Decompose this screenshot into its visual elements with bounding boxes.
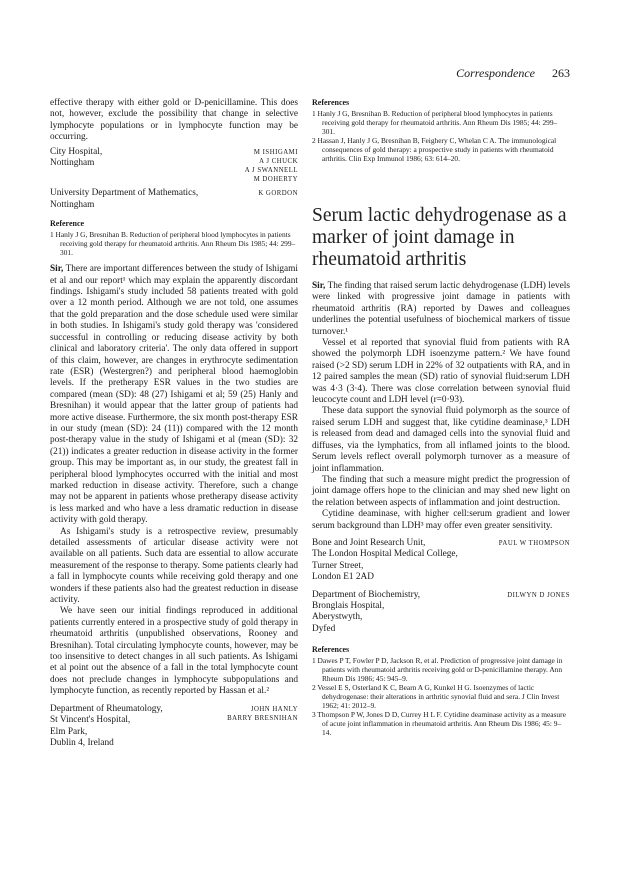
article-title: Serum lactic dehydrogenase as a marker of joint damage in rheumatoid arthritis bbox=[312, 205, 567, 270]
author-name: JOHN HANLY bbox=[250, 705, 298, 713]
letter-paragraph: Sir, The finding that raised serum lactic dehydrogenase (LDH) levels were linked with progressive joint damage in patients with rheumatoid arthritis (RA) reported by Dawes and colleagues underlines the potential usefulness of biochemical markers of tissue turnover.¹ bbox=[312, 281, 570, 337]
reference-heading: References bbox=[312, 98, 350, 107]
affil-line: Bronglais Hospital, bbox=[312, 600, 385, 611]
reference-list bbox=[50, 219, 298, 257]
affil-line: City Hospital, bbox=[50, 146, 103, 157]
affil-line: Dyfed bbox=[312, 623, 336, 634]
signature-block bbox=[50, 704, 298, 750]
affil-line: London E1 2AD bbox=[312, 572, 374, 583]
affil-line: Department of Rheumatology, bbox=[50, 703, 163, 714]
affil-line: The London Hospital Medical College, bbox=[312, 549, 458, 560]
author-name: PAUL W THOMPSON bbox=[498, 539, 570, 547]
affil-line: Department of Biochemistry, bbox=[312, 589, 421, 600]
affil-line: St Vincent's Hospital, bbox=[50, 715, 131, 726]
section-name: Correspondence bbox=[456, 66, 535, 80]
letter-paragraph: Cytidine deaminase, with higher cell:serum gradient and lower serum background than LDH³ may offer even greater sensitivity. bbox=[312, 509, 570, 531]
letter-paragraph: Sir, There are important differences between the study of Ishigami et al and our report¹ which may explain the apparently discordant findings. Ishigami's study included 58 patients treated with gold over a 12 month period. Although we are not told, one assumes that the gold preparation and the dose schedule used were similar in both studies. In Ishigami's study gold therapy was 'considered successful in controlling or reducing disease activity by both clinical and laboratory criteria'. The only data offered in support of this claim, however, are changes in erythrocyte sedimentation rate (ESR) (Westergren?) and peripheral blood haemoglobin levels. If the pretherapy ESR values in the two studies are compared (mean (SD): 48 (27) Ishigami et al; 59 (25) Hanly and Bresnihan) it would appear that the latter group of patients had more active disease. Furthermore, the six month post-therapy ESR in our study (mean (SD): 24 (11)) compared with the 12 month post-therapy value in the study of Ishigami et al (mean (SD): 32 (21)) indicates a greater reduction in disease activity in the former group. This may be important as, in our study, the greatest fall in peripheral blood lymphocytes occurred with the initial and most marked reduction in disease activity. Therefore, such a change may not be apparent in patients whose pretherapy disease activity is less marked and who have a less dramatic reduction in disease activity with gold therapy. bbox=[50, 264, 298, 526]
author-name: A J CHUCK bbox=[259, 157, 298, 165]
letter-paragraph: As Ishigami's study is a retrospective review, presumably detailed assessments of articular disease activity were not available on all patients. Such data are essential to allow accurate measurement of the response to therapy. Some patients clearly had a fall in lymphocyte counts while receiving gold therapy and one wonders if these patients also had the greatest reduction in disease activity. bbox=[50, 526, 298, 606]
running-header bbox=[456, 66, 570, 81]
reference-list bbox=[312, 645, 570, 737]
author-name: M ISHIGAMI bbox=[253, 148, 298, 156]
letter-paragraph: These data support the synovial fluid polymorph as the source of raised serum LDH and suggest that, like cytidine deaminase,³ LDH is released from dead and damaged cells into the synovial fluid and diffuses, via the lymphatics, from all inflamed joints to the blood. Serum levels reflect overall polymorph turnover as a measure of joint inflammation. bbox=[312, 406, 570, 474]
affil-line: Elm Park, bbox=[50, 726, 88, 737]
author-name: BARRY BRESNIHAN bbox=[227, 714, 298, 722]
author-name: K GORDON bbox=[258, 190, 298, 198]
reference-item: 1 Dawes P T, Fowler P D, Jackson R, et al. Prediction of progressive joint damage in patients with rheumatoid arthritis receiving gold or D-penicillamine therapy. Ann Rheum Dis 1986; 45: 945–9. bbox=[312, 656, 563, 684]
author-name: DILWYN D JONES bbox=[507, 591, 570, 599]
affil-line: University Department of Mathematics, bbox=[50, 188, 199, 199]
reference-list bbox=[312, 98, 570, 163]
salutation: Sir, bbox=[50, 264, 64, 275]
affil-line: Nottingham bbox=[50, 158, 95, 169]
author-name: A J SWANNELL bbox=[244, 167, 298, 175]
signature-block bbox=[312, 590, 570, 636]
page-number: 263 bbox=[552, 66, 570, 80]
signature-block bbox=[50, 147, 298, 185]
affil-line: Turner Street, bbox=[312, 560, 364, 571]
reference-item: 2 Vessel E S, Osterland K C, Bearn A G, Kunkel H G. Isoenzymes of lactic dehydrogenase: their alterations in arthritic synovial fluid and sera. J Clin Invest 1962; 41: 2012–9. bbox=[312, 683, 560, 711]
letter-paragraph: The finding that such a measure might predict the progression of joint damage offers hope to the clinician and may shed new light on the relation between aspects of inflammation and joint destruction. bbox=[312, 474, 570, 508]
reference-heading: Reference bbox=[50, 219, 85, 229]
author-name: M DOHERTY bbox=[253, 176, 298, 184]
letter-paragraph: We have seen our initial findings reproduced in additional patients currently entered in a prospective study of gold therapy in rheumatoid arthritis (unpublished observations, Rooney and Bresnihan). Total circulating lymphocyte counts, however, may be too insensitive to detect changes in all such patients. As Ishigami et al point out the absence of a fall in the total lymphocyte count does not preclude changes in lymphocyte subpopulations and lymphocyte function, as recently reported by Hassan et al.² bbox=[50, 606, 298, 697]
letter-paragraph: Vessel et al reported that synovial fluid from patients with RA showed the polymorph LDH isoenzyme pattern.² We have found raised (>2 SD) serum LDH in 22% of 32 outpatients with RA, and in 12 paired samples the mean (SD) ratio of synovial fluid:serum LDH was 4·3 (3·4). There was close correlation between synovial fluid leucocyte count and LDH level (r=0·93). bbox=[312, 338, 570, 406]
affil-line: Aberystwyth, bbox=[312, 612, 363, 623]
reference-item: 2 Hassan J, Hanly J G, Bresnihan B, Feighery C, Whelan C A. The immunological consequences of gold therapy: a prospective study in patients with rheumatoid arthritis. Clin Exp Immunol 1986; 63: 614–20. bbox=[312, 136, 557, 163]
affil-line: Dublin 4, Ireland bbox=[50, 737, 114, 748]
signature-block bbox=[50, 188, 298, 211]
reference-item: 1 Hanly J G, Bresnihan B. Reduction of peripheral blood lymphocytes in patients receiving gold therapy for rheumatoid arthritis. Ann Rheum Dis 1985; 44: 299–301. bbox=[50, 230, 296, 258]
left-column bbox=[50, 98, 298, 749]
continued-text: effective therapy with either gold or D-penicillamine. This does not, however, exclude the possibility that change in selective lymphocyte populations or in lymphocyte function may be occurring. bbox=[50, 98, 298, 143]
salutation: Sir, bbox=[312, 281, 326, 291]
affil-line: Bone and Joint Research Unit, bbox=[312, 537, 426, 548]
reference-heading: References bbox=[312, 645, 350, 655]
right-column bbox=[312, 98, 570, 737]
signature-block bbox=[312, 538, 570, 584]
affil-line: Nottingham bbox=[50, 199, 95, 210]
reference-item: 1 Hanly J G, Bresnihan B. Reduction of peripheral blood lymphocytes in patients receiving gold therapy for rheumatoid arthritis. Ann Rheum Dis 1985; 44: 299–301. bbox=[312, 109, 558, 136]
reference-item: 3 Thompson P W, Jones D D, Currey H L F. Cytidine deaminase activity as a measure of acute joint inflammation in rheumatoid arthritis. Ann Rheum Dis 1986; 45: 9–14. bbox=[312, 710, 566, 738]
